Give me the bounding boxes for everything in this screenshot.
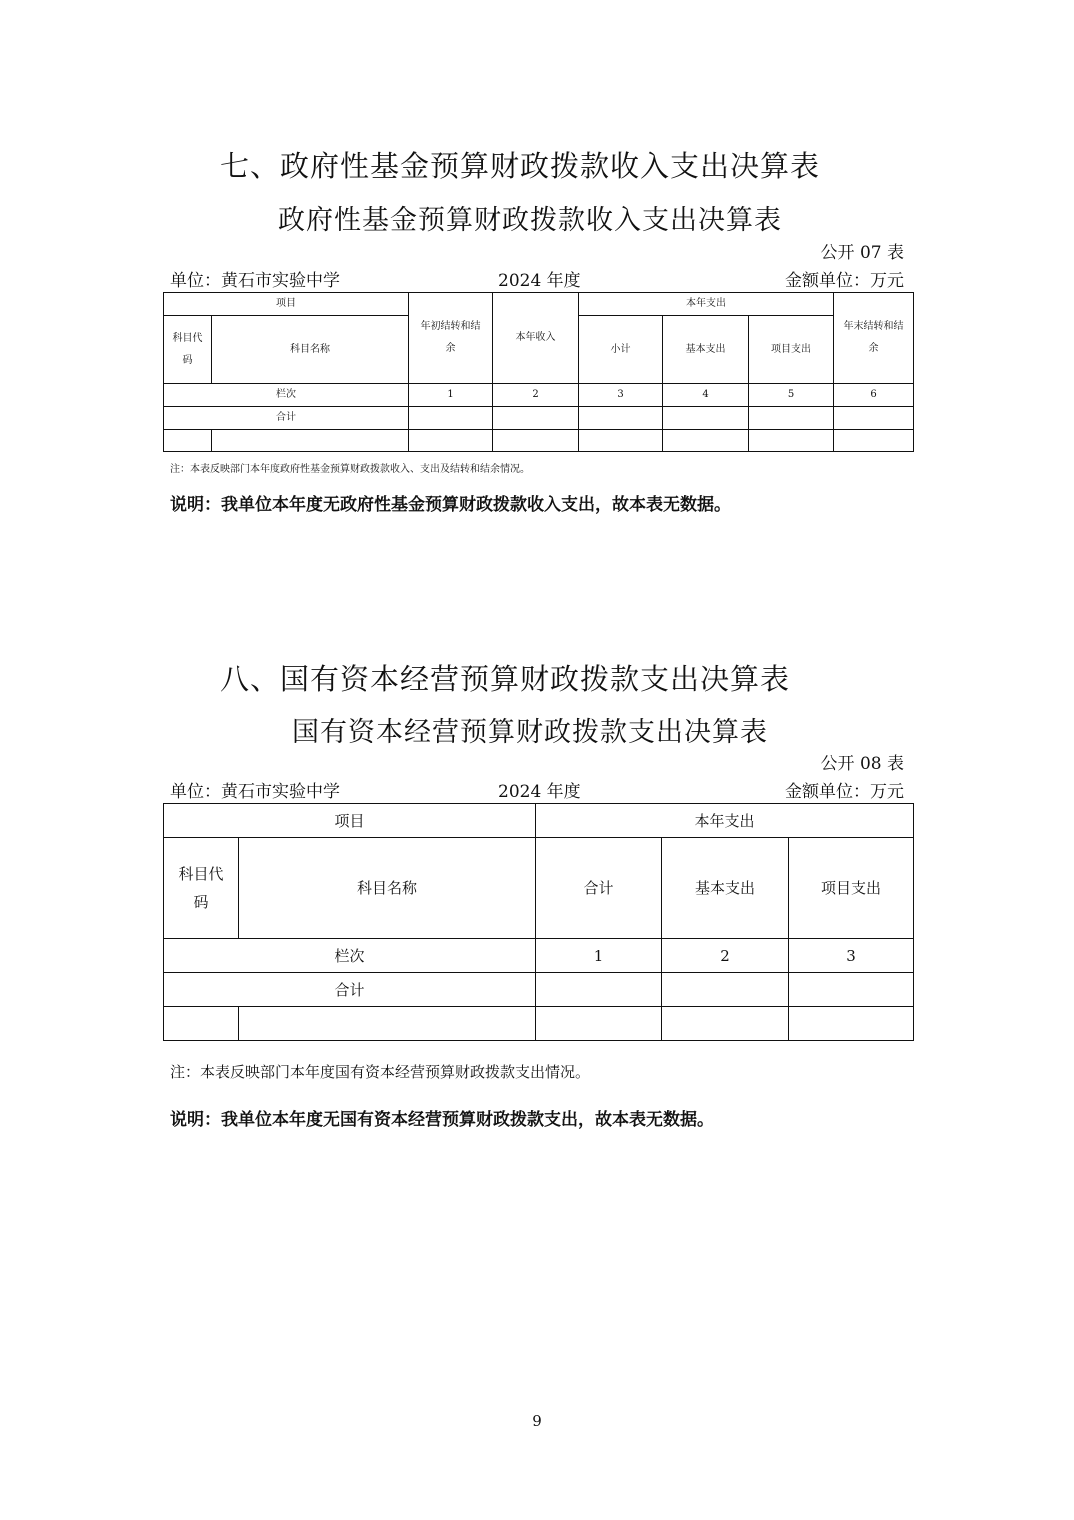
section7-table-title: 政府性基金预算财政拨款收入支出决算表 [278,205,782,236]
section7-form-number: 公开 07 表 [820,243,904,263]
header-code: 科目代码 [164,838,239,939]
header-end-balance: 年末结转和结余 [834,293,914,384]
total-row-label: 合计 [164,973,536,1007]
section8-table [163,803,914,1041]
section8-currency: 金额单位：万元 [785,782,904,802]
header-total: 合计 [536,838,662,939]
table-cell [789,973,914,1007]
table-cell [834,407,914,430]
header-project-expense: 项目支出 [789,838,914,939]
section8-heading: 八、国有资本经营预算财政拨款支出决算表 [220,662,791,696]
table-cell [749,430,834,452]
section8-year: 2024 年度 [498,782,581,802]
table-cell [662,973,789,1007]
header-name: 科目名称 [212,316,409,384]
col-number: 2 [662,939,789,973]
table-cell [834,430,914,452]
section8-explanation: 说明：我单位本年度无国有资本经营预算财政拨款支出，故本表无数据。 [170,1110,714,1130]
table-cell [749,407,834,430]
header-expense-group: 本年支出 [536,804,914,838]
col-number: 6 [834,384,914,407]
table-cell [663,407,749,430]
header-project: 项目 [164,804,536,838]
section7-explanation: 说明：我单位本年度无政府性基金预算财政拨款收入支出，故本表无数据。 [170,495,731,515]
section8-form-number: 公开 08 表 [820,754,904,774]
table-cell [409,430,493,452]
header-name: 科目名称 [239,838,536,939]
col-number: 2 [493,384,579,407]
table-cell [409,407,493,430]
section8-unit: 单位：黄石市实验中学 [170,782,340,802]
total-row-label: 合计 [164,407,409,430]
table-cell [239,1007,536,1041]
header-basic: 基本支出 [662,838,789,939]
col-number: 5 [749,384,834,407]
col-number: 1 [409,384,493,407]
col-number: 4 [663,384,749,407]
header-begin-balance: 年初结转和结余 [409,293,493,384]
section7-unit: 单位：黄石市实验中学 [170,271,340,291]
table-cell [493,430,579,452]
section7-note: 注：本表反映部门本年度政府性基金预算财政拨款收入、支出及结转和结余情况。 [170,464,530,475]
table-cell [536,1007,662,1041]
col-number: 1 [536,939,662,973]
section8-note: 注：本表反映部门本年度国有资本经营预算财政拨款支出情况。 [170,1063,591,1081]
col-number: 3 [789,939,914,973]
header-basic: 基本支出 [663,316,749,384]
section7-currency: 金额单位：万元 [785,271,904,291]
table-cell [164,430,212,452]
table-cell [164,1007,239,1041]
header-code: 科目代码 [164,316,212,384]
table-cell [663,430,749,452]
table-cell [493,407,579,430]
section7-heading: 七、政府性基金预算财政拨款收入支出决算表 [220,149,821,183]
table-cell [212,430,409,452]
section8-table-title: 国有资本经营预算财政拨款支出决算表 [292,717,768,748]
table-cell [579,430,663,452]
page-number: 9 [532,1412,542,1430]
table-cell [662,1007,789,1041]
table-cell [789,1007,914,1041]
header-project-expense: 项目支出 [749,316,834,384]
header-subtotal: 小计 [579,316,663,384]
header-income: 本年收入 [493,293,579,384]
header-project: 项目 [164,293,409,316]
section7-year: 2024 年度 [498,271,581,291]
table-cell [536,973,662,1007]
section7-table [163,292,914,452]
col-number: 3 [579,384,663,407]
row-label: 栏次 [164,384,409,407]
table-cell [579,407,663,430]
row-label: 栏次 [164,939,536,973]
header-expense-group: 本年支出 [579,293,834,316]
